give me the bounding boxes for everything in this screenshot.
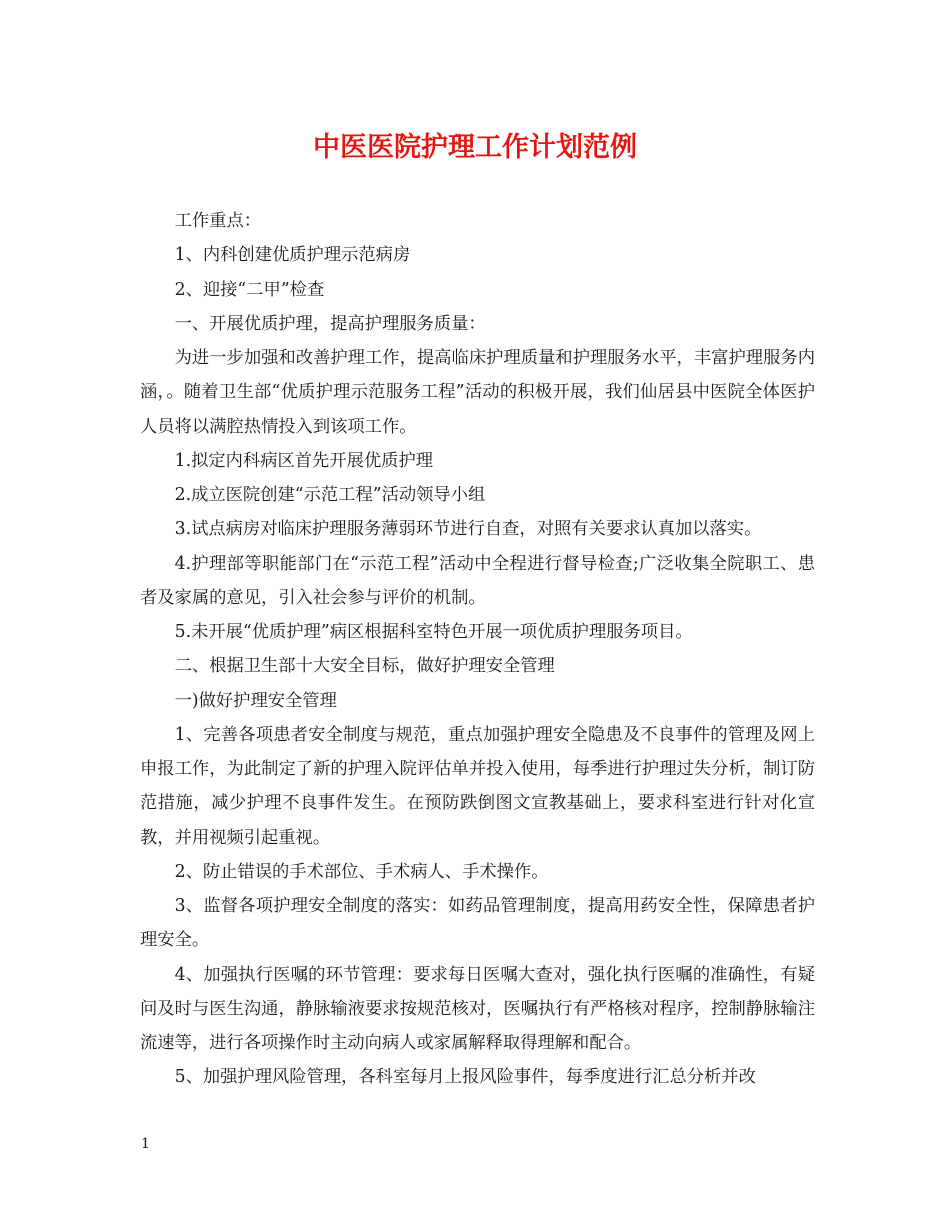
paragraph: 5.未开展“优质护理”病区根据科室特色开展一项优质护理服务项目。 bbox=[174, 622, 693, 642]
paragraph: 1、完善各项患者安全制度与规范，重点加强护理安全隐患及不良事件的管理及网上申报工作，为此制定了新的护理入院评估单并投入使用，每季进行护理过失分析，制订防范措施，减少护理不良事件发生。在预防跌倒图文宣教基础上，要求科室进行针对化宣教，并用视频引起重视。 bbox=[140, 724, 815, 848]
paragraph: 2、迎接“二甲”检查 bbox=[174, 279, 325, 300]
paragraph: 2、防止错误的手术部位、手术病人、手术操作。 bbox=[174, 861, 549, 882]
paragraph: 为进一步加强和改善护理工作，提高临床护理质量和护理服务水平，丰富护理服务内涵，。随着卫生部“优质护理示范服务工程”活动的积极开展，我们仙居县中医院全体医护人员将以满腔热情投入到该项工作。 bbox=[140, 348, 815, 437]
paragraph: 5、加强护理风险管理，各科室每月上报风险事件，每季度进行汇总分析并改 bbox=[174, 1067, 756, 1088]
paragraph: 工作重点： bbox=[174, 211, 262, 231]
paragraph: 二、根据卫生部十大安全目标，做好护理安全管理 bbox=[174, 656, 555, 677]
document-title: 中医医院护理工作计划范例 bbox=[313, 132, 637, 163]
page-number: 1 bbox=[141, 1136, 150, 1152]
paragraph: 一、开展优质护理，提高护理服务质量： bbox=[174, 313, 486, 334]
paragraph: 2.成立医院创建“示范工程”活动领导小组 bbox=[174, 485, 486, 505]
paragraph: 1.拟定内科病区首先开展优质护理 bbox=[174, 450, 434, 471]
paragraph: 4.护理部等职能部门在“示范工程”活动中全程进行督导检查;广泛收集全院职工、患者及家属的意见，引入社会参与评价的机制。 bbox=[140, 553, 815, 608]
paragraph: 3.试点病房对临床护理服务薄弱环节进行自查，对照有关要求认真加以落实。 bbox=[174, 519, 762, 540]
paragraph: 3、监督各项护理安全制度的落实：如药品管理制度，提高用药安全性，保障患者护理安全。 bbox=[140, 896, 815, 951]
paragraph: 4、加强执行医嘱的环节管理：要求每日医嘱大查对，强化执行医嘱的准确性，有疑问及时与医生沟通，静脉输液要求按规范核对，医嘱执行有严格核对程序，控制静脉输注流速等，进行各项操作时主动向病人或家属解释取得理解和配合。 bbox=[140, 964, 815, 1053]
paragraph: 1、内科创建优质护理示范病房 bbox=[174, 245, 411, 266]
document-body bbox=[140, 204, 815, 1095]
paragraph: 一)做好护理安全管理 bbox=[174, 690, 337, 711]
